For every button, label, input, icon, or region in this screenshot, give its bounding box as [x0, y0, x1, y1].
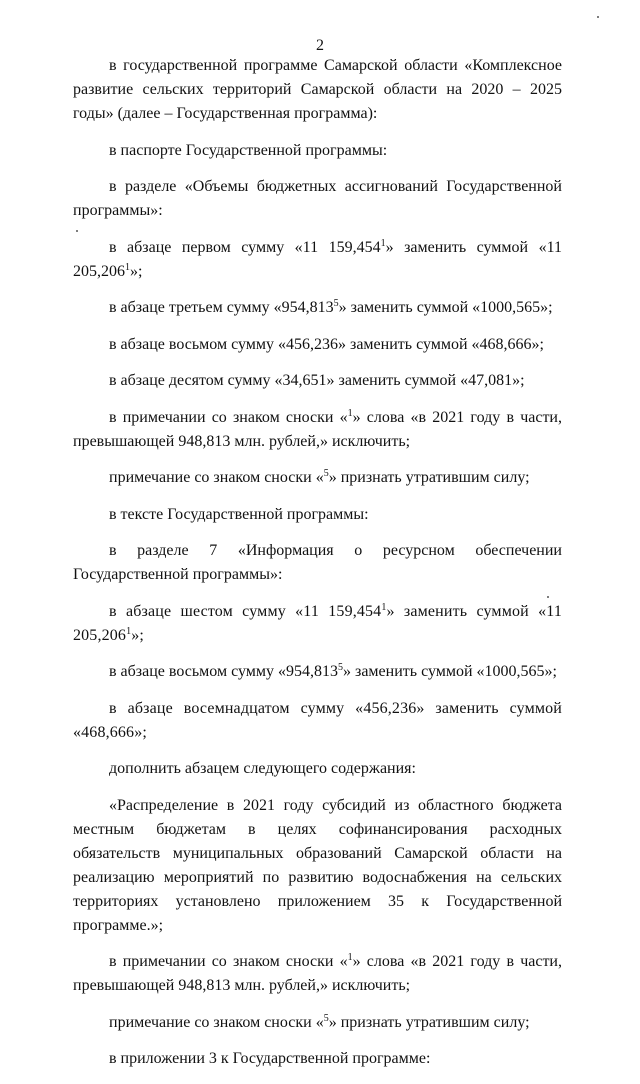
paragraph: [73, 54, 562, 126]
text-run: » заменить суммой «11 205,206: [73, 238, 562, 280]
paragraph: [73, 660, 562, 684]
footnote-mark: 1: [125, 261, 130, 273]
footnote-mark: 1: [126, 625, 132, 637]
text-run: в разделе 7 «Информация о ресурсном обеспечении Государственной программы»:: [73, 542, 562, 583]
paragraph: [73, 757, 562, 781]
text-run: примечание со знаком сноски «: [109, 469, 324, 486]
text-run: » слова «в 2021 году в части, превышающей 948,813 млн. рублей,» исключить;: [73, 953, 562, 994]
text-run: примечание со знаком сноски «: [109, 1013, 324, 1031]
paragraph: [73, 236, 562, 284]
text-run: в абзаце шестом сумму «11 159,454: [109, 602, 382, 620]
footnote-mark: 1: [380, 237, 386, 249]
text-run: » признать утратившим силу;: [328, 1013, 530, 1031]
paragraph: [73, 503, 562, 527]
text-run: »;: [130, 262, 143, 280]
footnote-mark: 1: [381, 601, 387, 613]
paragraph: [73, 950, 562, 998]
text-run: » слова «в 2021 году в части, превышающей 948,813 млн. рублей,» исключить;: [73, 408, 562, 450]
footnote-mark: 5: [323, 468, 329, 479]
text-run: дополнить абзацем следующего содержания:: [109, 760, 416, 777]
paragraph: [73, 369, 562, 393]
text-run: «Распределение в 2021 году субсидий из областного бюджета местным бюджетам в целях софинансирования расходных обязательств муниципальных образований Самарской области на реализацию мероприятий по развитию водоснабжения на сельских территориях установлено приложением 35 к Государственной программе.»;: [73, 796, 562, 934]
text-run: в государственной программе Самарской области «Комплексное развитие сельских территорий Самарской области на 2020 – 2025 годы» (далее – Государственная программа):: [73, 57, 562, 122]
text-run: в примечании со знаком сноски «: [109, 408, 348, 426]
footnote-mark: 5: [338, 662, 343, 673]
text-run: в примечании со знаком сноски «: [109, 953, 348, 970]
paragraph: [73, 1011, 562, 1035]
paragraph: [73, 175, 562, 223]
paragraph: [73, 600, 562, 648]
text-run: в паспорте Государственной программы:: [109, 141, 388, 159]
text-run: в абзаце первом сумму «11 159,454: [109, 238, 381, 256]
footnote-mark: 5: [333, 298, 339, 309]
paragraph: [73, 1047, 562, 1071]
paragraph: [73, 794, 562, 938]
text-run: в приложении 3 к Государственной программе:: [109, 1050, 431, 1067]
text-run: » признать утратившим силу;: [328, 469, 530, 486]
text-run: » заменить суммой «1000,565»;: [343, 663, 557, 680]
text-run: в абзаце восьмом сумму «954,813: [109, 663, 338, 680]
footnote-mark: 1: [347, 407, 353, 419]
document-body: [73, 54, 562, 1084]
scan-speck: [597, 16, 599, 18]
paragraph: [73, 406, 562, 454]
footnote-mark: 5: [323, 1012, 329, 1024]
text-run: в абзаце третьем сумму «954,813: [109, 299, 334, 316]
scan-speck: [76, 230, 78, 232]
scan-speck: [547, 596, 549, 598]
paragraph: [73, 296, 562, 320]
paragraph: [73, 539, 562, 587]
text-run: » заменить суммой «1000,565»;: [338, 299, 553, 316]
footnote-mark: 1: [347, 952, 353, 963]
text-run: в тексте Государственной программы:: [109, 505, 369, 523]
paragraph: [73, 139, 562, 163]
text-run: в абзаце восемнадцатом сумму «456,236» заменить суммой «468,666»;: [73, 699, 562, 741]
text-run: » заменить суммой «11 205,206: [73, 602, 562, 644]
paragraph: [73, 333, 562, 357]
paragraph: [73, 466, 562, 490]
text-run: в разделе «Объемы бюджетных ассигнований Государственной программы»:: [73, 178, 562, 219]
paragraph: [73, 697, 562, 745]
page-number: 2: [316, 37, 324, 54]
text-run: в абзаце десятом сумму «34,651» заменить суммой «47,081»;: [109, 372, 525, 389]
text-run: в абзаце восьмом сумму «456,236» заменить суммой «468,666»;: [109, 335, 544, 353]
text-run: »;: [131, 626, 144, 644]
